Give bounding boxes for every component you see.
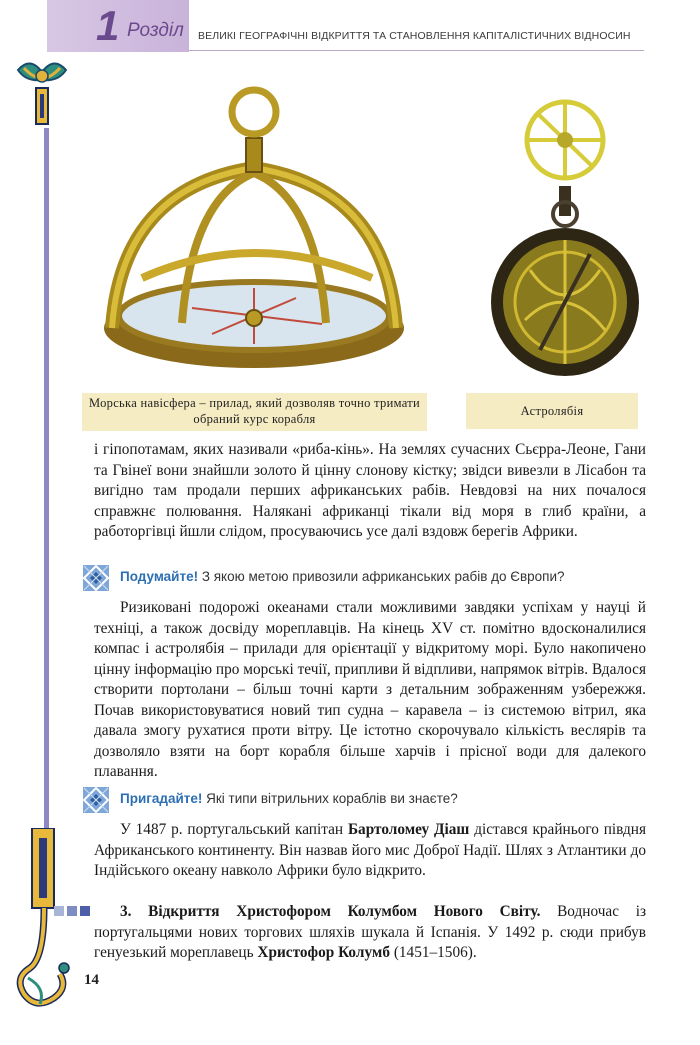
paragraph-text: Водночас із португальцями нових торгових шляхів шукала й Іспанія. У 1492 р. сюди прибув генуезький мореплавець [94,903,646,961]
celtic-knot-bottom-icon [10,828,86,1014]
chapter-label: Розділ [127,20,184,41]
paragraph-navigation [94,598,646,783]
recall-question: Які типи вітрильних кораблів ви знаєте? [206,791,458,806]
person-name: Бартоломеу Діаш [347,821,470,838]
section-columbus [94,902,646,964]
astrolabe-caption: Астролябія [466,393,638,429]
think-label: Подумайте! [120,569,199,584]
chapter-number: 1 [96,2,120,49]
astrolabe-image [490,90,640,390]
think-tip [82,564,652,592]
paragraph-intro [94,440,646,543]
think-icon [82,564,110,592]
paragraph-text: (1451–1506). [393,944,477,961]
section-heading: 3. Відкриття Христофором Колумбом Нового Світу. [120,903,541,920]
person-name: Христофор Колумб [257,944,390,961]
paragraph-text: У 1487 р. португальський капітан [120,821,344,838]
paragraph-text: і гіпопотамам, яких називали «риба-кінь». На землях сучасних Сьєрра-Леоне, Гани та Гвінеї вони знайшли золото й цінну слонову кістку; звідси вивезли в Лісабон та вигідно там продали перших африканських рабів. Невдовзі на них почалося справжнє полювання. Налякані африканці тікали від моря в глиб країни, а работоргівці йшли слідом, просуваючись усе далі вздовж берегів Африки. [94,441,646,540]
celtic-knot-top-icon [12,58,72,128]
paragraph-dias [94,820,646,882]
section-marker-icon [54,906,92,918]
paragraph-text: дістався крайнього півдня Африканського континенту. Він назвав його мис Доброї Надії. Шлях з Атлантики до Індійського океану навколо Африки було відкрито. [94,821,647,879]
paragraph-text: Ризиковані подорожі океанами стали можливими завдяки успіхам у науці й техніці, а також досвіду мореплавців. На кінець XV ст. помітно вдосконалилися компас і астролябія – прилади для орієнтації у відкритому морі. Було накопичено цінну інформацію про морські течії, припливи й відпливи, напрямок вітрів. Вдалося створити портолани – більш точні карти з детальним зображенням узбережжя. Почав використовуватися новий тип судна – каравела – із системою вітрил, яка давала змогу рухатися проти вітру. Це істотно скорочувало кількість веслярів та дозволяло взяти на борт корабля більше харчів і прісної води для далекого плавання. [94,599,646,780]
navisphere-image [82,78,427,388]
think-question: З якою метою привозили африканських рабів до Європи? [201,569,565,584]
recall-tip [82,786,652,814]
recall-icon [82,786,110,814]
recall-label: Пригадайте! [120,791,203,806]
margin-line [44,86,49,876]
header-divider [189,50,644,51]
page-number: 14 [84,972,99,988]
chapter-title: ВЕЛИКІ ГЕОГРАФІЧНІ ВІДКРИТТЯ ТА СТАНОВЛЕННЯ КАПІТАЛІСТИЧНИХ ВІДНОСИН [198,30,631,42]
navisphere-caption: Морська навісфера – прилад, який дозволяв точно тримати обраний курс корабля [82,393,427,431]
